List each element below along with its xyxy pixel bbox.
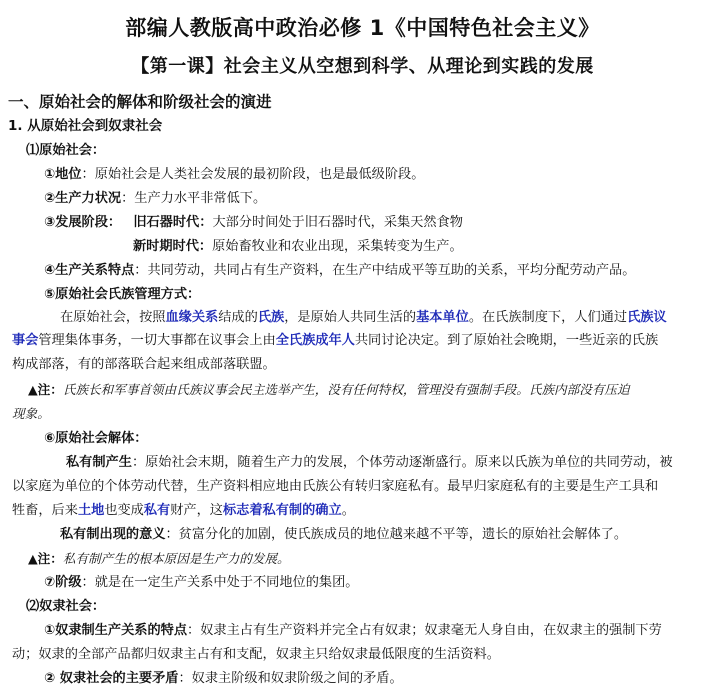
paragraph-line: 私有制出现的意义：贫富分化的加剧，使氏族成员的地位越来越不平等，遗长的原始社会解体了。 [60,527,628,542]
document-title: 部编人教版高中政治必修 1《中国特色社会主义》 [125,16,600,40]
item-text: ：原始社会是人类社会发展的最初阶段，也是最低级阶段。 [81,167,425,182]
subsection-heading: 1. 从原始社会到奴隶社会 [8,118,163,134]
note-text: 氏族长和军事首领由氏族议事会民主选举产生，没有任何特权，管理没有强制手段。氏族内部没有压迫 [62,382,630,397]
keyword: 土地 [77,503,105,518]
item-label: ②生产力状况 [44,191,122,206]
item-text: ：奴隶主阶级和奴隶阶级之间的矛盾。 [178,671,403,686]
item-stages [44,214,463,232]
item-label: ④生产关系特点 [44,263,135,278]
item-label: ② 奴隶社会的主要矛盾 [44,671,179,686]
paragraph-line: 牲畜，后来土地也变成私有财产，这标志着私有制的确立。 [12,503,355,518]
item-slave-relations [44,622,662,640]
item-productivity [44,190,266,208]
keyword: 全氏族成年人 [275,333,355,348]
paragraph-line: 私有制产生：原始社会末期，随着生产力的发展，个体劳动逐渐盛行。原来以氏族为单位的共同劳动，被 [66,455,673,470]
keyword: 标志着私有制的确立 [223,503,342,518]
paragraph-line: 动；奴隶的全部产品都归奴隶主占有和支配，奴隶主只给奴隶最低限度的生活资料。 [12,647,500,662]
item-label: ①奴隶制生产关系的特点 [44,623,188,638]
term-label: 私有制出现的意义 [60,527,166,542]
slave-society-heading: ⑵奴隶社会： [26,599,106,614]
section-heading: 一、原始社会的解体和阶级社会的演进 [8,93,272,111]
keyword: 血缘关系 [165,310,219,325]
stage-label: 新时期时代： [133,239,213,254]
paragraph-line: 以家庭为单位的个体劳动代替，生产资料相应地由氏族公有转归家庭私有。最早归家庭私有的主要是生产工具和 [12,479,659,494]
lesson-title: 【第一课】社会主义从空想到科学、从理论到实践的发展 [131,56,594,77]
item-clan-management: ⑤原始社会氏族管理方式： [44,287,201,302]
item-text: ：共同劳动，共同占有生产资料，在生产中结成平等互助的关系，平均分配劳动产品。 [134,263,636,278]
keyword: 氏族 [257,310,285,325]
stage-label: 旧石器时代： [133,215,213,230]
term-label: 私有制产生 [66,455,132,470]
primitive-society-heading: ⑴原始社会： [26,143,106,158]
note [28,550,290,568]
item-label: ①地位 [44,167,82,182]
item-relations [44,262,635,280]
note-label: ▲注： [28,551,63,566]
item-text: ：奴隶主占有生产资料并完全占有奴隶；奴隶毫无人身自由，在奴隶主的强制下劳 [187,623,662,638]
paragraph-line: 构成部落，有的部落联合起来组成部落联盟。 [12,357,276,372]
item-text: ：就是在一定生产关系中处于不同地位的集团。 [81,575,359,590]
item-stage-2 [133,238,463,256]
note [28,381,630,399]
note-label: ▲注： [28,382,63,397]
item-text: ：生产力水平非常低下。 [121,191,267,206]
note-continuation: 现象。 [12,406,50,421]
keyword: 私有 [143,503,171,518]
stage-text: 原始畜牧业和农业出现，采集转变为生产。 [212,239,463,254]
paragraph-line: 在原始社会，按照血缘关系结成的氏族，是原始人共同生活的基本单位。在氏族制度下，人们通过氏族议 [60,310,667,325]
keyword: 事会 [12,333,39,348]
item-dissolution: ⑥原始社会解体： [44,431,148,446]
item-label: ⑦阶级 [44,575,82,590]
stage-text: 大部分时间处于旧石器时代，采集天然食物 [212,215,463,230]
keyword: 氏族议 [627,310,667,325]
paragraph-line: 事会管理集体事务，一切大事都在议事会上由全氏族成年人共同讨论决定。到了原始社会晚期，一些近亲的氏族 [12,333,659,348]
item-label: ③发展阶段： [44,215,122,230]
note-text: 私有制产生的根本原因是生产力的发展。 [62,551,290,566]
item-main-contradiction [44,670,403,688]
item-class [44,574,358,592]
keyword: 基本单位 [416,310,469,325]
item-status [44,166,424,184]
